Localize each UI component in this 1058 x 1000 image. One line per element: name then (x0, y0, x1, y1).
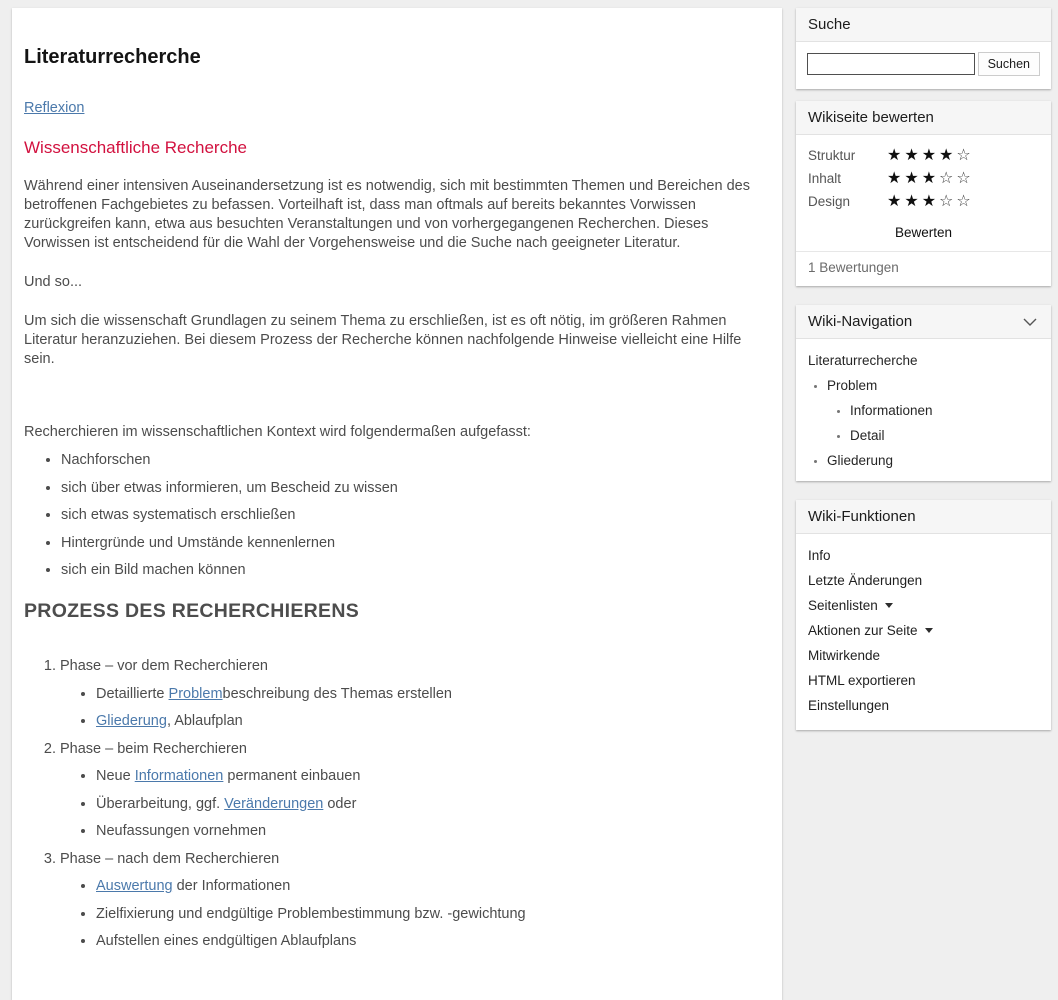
wiki-navigation-body (796, 339, 1051, 481)
wiki-function-item[interactable] (796, 568, 1051, 593)
wiki-nav-subitem[interactable] (850, 428, 1039, 443)
definition-item: • sich über etwas informieren, um Bescheid zu wissen (61, 479, 766, 498)
rating-category-label: Struktur (808, 147, 856, 163)
wiki-navigation-panel (796, 305, 1051, 481)
paragraph-vorwissen: Während einer intensiven Auseinandersetzung ist es notwendig, sich mit bestimmten Themen und Bereichen des betroffenen Fachgebietes zu befassen. Vorteilhaft ist, dass man oftmals auf bereits bekanntes Vorwissen zurückgreifen kann, etwa aus besuchten Veranstaltungen und von vorhergegangenen Recherchen. Dieses Vorwissen ist entscheidend für die Wahl der Vorgehensweise und die Suche nach geeigneter Literatur. (24, 178, 750, 251)
wiki-functions-list (796, 534, 1051, 730)
star-empty-icon[interactable]: ☆ (956, 145, 971, 164)
phase-title: Phase – beim Recherchieren (60, 740, 247, 757)
wiki-function-item[interactable] (796, 543, 1051, 568)
subitem-text: oder (323, 795, 357, 812)
content-link[interactable]: Problem (168, 685, 223, 702)
phase-title: Phase – vor dem Recherchieren (60, 658, 268, 674)
star-rating (887, 170, 971, 186)
phase-item (60, 850, 766, 952)
content-link[interactable]: Auswertung (96, 878, 173, 894)
wiki-function-label[interactable]: Letzte Änderungen (808, 573, 923, 588)
star-filled-icon[interactable]: ★ (921, 191, 937, 210)
content-link[interactable]: Informationen (134, 768, 224, 784)
wiki-function-item[interactable] (796, 643, 1051, 668)
phase-item (60, 740, 766, 842)
star-filled-icon[interactable]: ★ (887, 168, 902, 187)
rate-submit-button[interactable]: Bewerten (894, 225, 953, 240)
star-filled-icon[interactable]: ★ (921, 145, 937, 164)
rating-category-label: Inhalt (808, 170, 842, 186)
wiki-nav-item[interactable] (827, 378, 1039, 443)
wiki-function-label[interactable]: Info (808, 548, 831, 563)
phase-subitem (96, 932, 766, 951)
phase-item (60, 657, 766, 731)
phase-subitem (96, 905, 766, 924)
search-panel-title: Suche (808, 16, 851, 33)
star-empty-icon[interactable]: ☆ (939, 168, 954, 187)
wiki-nav-root: Literaturrecherche (808, 353, 918, 368)
phase-subitems (60, 685, 766, 732)
wiki-nav-item-label[interactable]: Gliederung (827, 453, 894, 468)
wiki-nav-subitem[interactable] (850, 403, 1039, 418)
definitions-intro: Recherchieren im wissenschaftlichen Kontext wird folgendermaßen aufgefasst: (24, 424, 531, 440)
phase-subitem (96, 712, 766, 731)
subitem-text: Detaillierte (96, 685, 169, 702)
reflexion-link[interactable]: Reflexion (24, 100, 85, 116)
star-filled-icon[interactable]: ★ (887, 191, 902, 210)
subitem-text: Aufstellen eines endgültigen Ablaufplans (96, 933, 357, 949)
sidebar (796, 8, 1051, 749)
star-filled-icon[interactable]: ★ (921, 168, 937, 187)
subitem-text: , Ablaufplan (166, 713, 243, 729)
search-panel-header (796, 8, 1051, 42)
rating-category-label: Design (808, 193, 851, 209)
paragraph-grundlagen: Um sich die wissenschaft Grundlagen zu seinem Thema zu erschließen, ist es oft nötig, im größeren Rahmen Literatur heranzuziehen. Bei diesem Prozess der Recherche können nachfolgende Hinweise vielleicht eine Hilfe sein. (24, 313, 742, 367)
subitem-text: beschreibung des Themas erstellen (222, 685, 452, 702)
caret-down-icon (885, 603, 893, 608)
wiki-function-item[interactable] (796, 593, 1051, 618)
phase-subitems (60, 877, 766, 951)
search-button[interactable]: Suchen (978, 52, 1040, 76)
subitem-text: Neue (96, 768, 135, 784)
wiki-function-label[interactable]: HTML exportieren (808, 673, 916, 688)
rating-row (808, 147, 1039, 163)
star-rating (887, 147, 971, 163)
wiki-function-label[interactable]: Mitwirkende (808, 648, 881, 663)
phase-title: Phase – nach dem Recherchieren (60, 850, 280, 867)
content-link[interactable]: Veränderungen (224, 795, 324, 812)
wiki-functions-panel (796, 500, 1051, 730)
phase-subitem (96, 877, 766, 896)
wiki-function-label[interactable]: Seitenlisten (808, 598, 878, 613)
content-link[interactable]: Gliederung (96, 713, 167, 729)
subitem-text: permanent einbauen (223, 768, 361, 784)
wiki-nav-item-label[interactable]: Problem (827, 378, 878, 393)
definitions-list (24, 451, 766, 580)
definition-item: • Nachforschen (61, 451, 766, 470)
star-empty-icon[interactable]: ☆ (956, 168, 971, 187)
star-empty-icon[interactable]: ☆ (956, 191, 971, 210)
subitem-text: Zielfixierung und endgültige Problembestimmung bzw. -gewichtung (96, 905, 526, 922)
page-title: Literaturrecherche (24, 46, 201, 68)
rating-body (796, 135, 1051, 251)
phase-subitem (96, 685, 766, 704)
phase-subitem (96, 822, 766, 841)
rating-rows (808, 147, 1039, 209)
star-filled-icon[interactable]: ★ (904, 168, 919, 187)
rating-row (808, 193, 1039, 209)
search-input[interactable] (807, 53, 975, 75)
star-rating (887, 193, 971, 209)
phase-subitem (96, 795, 766, 814)
paragraph-und-so: Und so... (24, 274, 83, 290)
phase-subitems (60, 767, 766, 841)
star-filled-icon[interactable]: ★ (939, 145, 954, 164)
caret-down-icon (925, 628, 933, 633)
definition-item: • sich etwas systematisch erschließen (61, 506, 766, 525)
star-empty-icon[interactable]: ☆ (939, 191, 954, 210)
rating-panel-header (796, 101, 1051, 135)
phase-subitem (96, 767, 766, 786)
rating-count: 1 Bewertungen (796, 251, 1051, 286)
wiki-function-label[interactable]: Aktionen zur Seite (808, 623, 918, 638)
wiki-function-label[interactable]: Einstellungen (808, 698, 890, 713)
reflexion-row (24, 99, 766, 118)
wiki-nav-list (808, 378, 1039, 468)
wiki-nav-sublist (827, 403, 1039, 443)
definition-item: • sich ein Bild machen können (61, 561, 766, 580)
section-heading: Wissenschaftliche Recherche (24, 138, 247, 157)
definition-item: • Hintergründe und Umstände kennenlernen (61, 534, 766, 553)
wiki-nav-subitem-label[interactable]: Informationen (850, 403, 933, 418)
wiki-nav-subitem-label[interactable]: Detail (850, 428, 885, 443)
rating-panel (796, 101, 1051, 286)
process-heading: PROZESS DES RECHERCHIERENS (24, 600, 360, 622)
subitem-text: der Informationen (172, 878, 291, 894)
subitem-text: Überarbeitung, ggf. (96, 795, 225, 812)
star-filled-icon[interactable]: ★ (904, 191, 919, 210)
chevron-down-icon[interactable] (1021, 316, 1039, 328)
subitem-text: Neufassungen vornehmen (96, 823, 267, 839)
wiki-function-item[interactable] (796, 693, 1051, 718)
rating-row (808, 170, 1039, 186)
rating-panel-title: Wikiseite bewerten (808, 109, 934, 126)
wiki-functions-header (796, 500, 1051, 534)
star-filled-icon[interactable]: ★ (887, 145, 902, 164)
wiki-navigation-title: Wiki-Navigation (808, 313, 913, 330)
process-list (24, 657, 766, 951)
wiki-nav-item[interactable] (827, 453, 1039, 468)
search-panel (796, 8, 1051, 89)
star-filled-icon[interactable]: ★ (904, 145, 919, 164)
wiki-navigation-header (796, 305, 1051, 339)
wiki-function-item[interactable] (796, 668, 1051, 693)
wiki-function-item[interactable] (796, 618, 1051, 643)
wiki-functions-title: Wiki-Funktionen (808, 508, 916, 525)
wiki-article-panel (12, 8, 782, 1000)
search-body (796, 42, 1051, 89)
